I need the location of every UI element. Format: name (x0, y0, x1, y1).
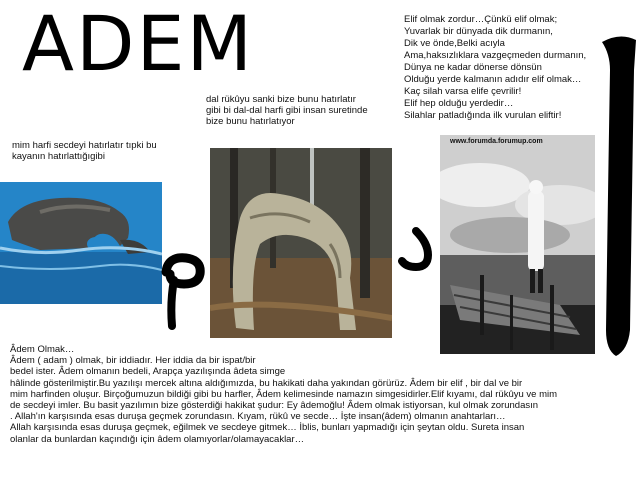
body-line: . Allah'ın karşısında esas duruşa geçmek zorundasın. Kıyam, rükû ve secde… İşte insan(âdem) olmanın anahtarları… (10, 411, 506, 423)
elif-poem (404, 14, 604, 122)
body-line: Âdem Olmak… (10, 344, 75, 355)
body-line: de secdeyi imler. Bu basit yazılımın bize gösterdiği hakikat şudur: Ey âdemoğlu! Âdem olmak istiyorsan, kul olmak zorundasın (10, 400, 539, 412)
rock-arch-photo (0, 182, 162, 304)
poem-line: Elif olmak zordur…Çünkü elif olmak; (404, 14, 558, 25)
poem-line: Dik ve önde,Belki acıyla (404, 38, 505, 49)
arabic-letter-dal-icon (398, 225, 434, 275)
poem-line: Yuvarlak bir dünyada dik durmanın, (404, 26, 553, 37)
poem-line: Silahlar patladığında ilk vurulan eliftir! (404, 110, 562, 121)
poem-line: Dünya ne kadar dönerse dönsün (404, 62, 542, 73)
bent-tree-photo (210, 148, 392, 338)
dal-caption: dal rükûyu sanki bize bunu hatırlatır gibi bi dal-dal harfi gibi insan suretinde bize bunu hatırlatıyor (206, 94, 368, 127)
body-line: hâlinde gösterilmiştir.Bu yazılışı mercek altına aldığımızda, bu hakikati daha yakından görürüz. Âdem bir elif , bir dal ve bir (10, 377, 523, 389)
body-line: mim harfinden oluşur. Birçoğumuzun bildiği gibi bu harfler, Âdem kelimesinde namazın simgesidirler.Elif kıyamı, dal rükûyu ve mim (10, 388, 558, 400)
pier-prayer-photo (440, 135, 595, 354)
body-line: Âdem ( adam ) olmak, bir iddiadır. Her iddia da bir ispat/bir (10, 355, 256, 367)
poem-line: Olduğu yerde kalmanın adıdır elif olmak… (404, 74, 582, 85)
body-line: olanlar da bunlardan kaçındığı için âdem olamıyorlar/olamayacaklar… (10, 433, 305, 445)
page-title: ADEM (22, 0, 255, 88)
poem-line: Elif hep olduğu yerdedir… (404, 98, 514, 109)
photo-watermark: www.forumda.forumup.com (450, 138, 543, 145)
mim-caption: mim harfi secdeyi hatırlatır tıpki bu kayanın hatırlattığıgibi (12, 140, 157, 162)
body-line: Allah karşısında esas duruşa geçmek, eğilmek ve secdeye gitmek… İblis, bunları yapmadığı için şeytan oldu. Sureta insan (10, 422, 525, 434)
body-text (10, 344, 610, 445)
arabic-letter-alif-icon (594, 30, 640, 360)
body-line: bedel ister. Âdem olmanın bedeli, Arapça yazılışında âdeta simge (10, 366, 286, 378)
poem-line: Kaç silah varsa elife çevrilir! (404, 86, 522, 97)
arabic-letter-mim-icon (160, 250, 208, 330)
poem-line: Ama,haksızlıklara vazgeçmeden durmanın, (404, 50, 587, 61)
